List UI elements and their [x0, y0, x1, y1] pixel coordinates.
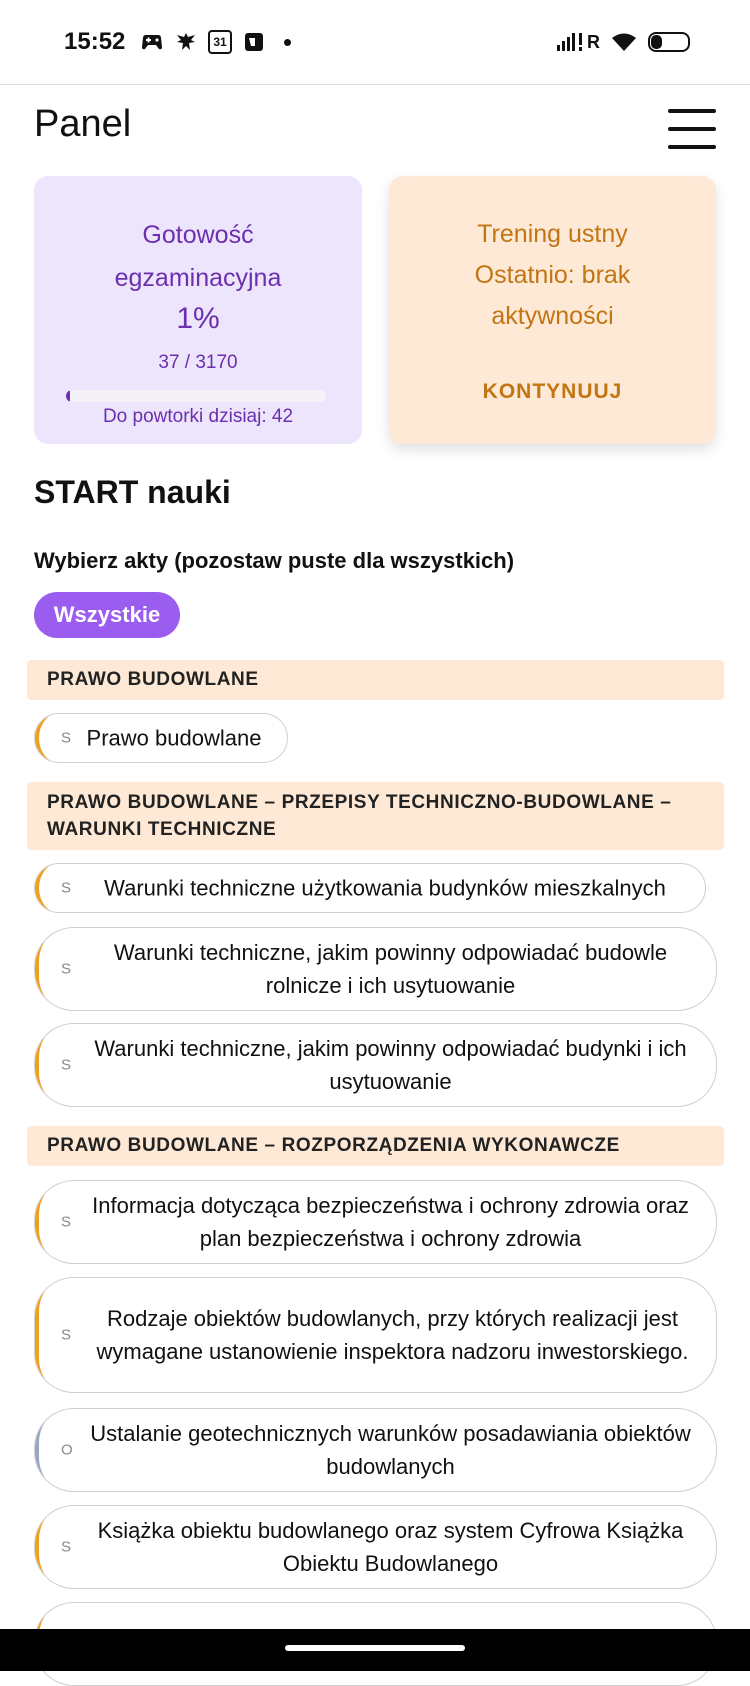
- status-bar: [0, 0, 750, 84]
- act-label: Ustalanie geotechnicznych warunków posadawiania obiektów budowlanych: [90, 1421, 691, 1479]
- act-chip[interactable]: [34, 927, 717, 1011]
- act-badge: S: [61, 1326, 72, 1344]
- acts-selection-subtitle: Wybierz akty (pozostaw puste dla wszystkich): [34, 548, 515, 573]
- oral-training-title: [389, 214, 716, 337]
- oral-title-line1: Trening ustny: [477, 220, 628, 248]
- act-label: Informacja dotycząca bezpieczeństwa i ochrony zdrowia oraz plan bezpieczeństwa i ochrony zdrowia: [92, 1193, 689, 1251]
- notification-icons: [140, 30, 291, 54]
- group-header: [27, 782, 724, 850]
- act-chip[interactable]: [34, 1180, 717, 1264]
- act-label: Warunki techniczne, jakim powinny odpowiadać budynki i ich usytuowanie: [94, 1036, 687, 1094]
- act-chip[interactable]: [34, 1023, 717, 1107]
- more-notifications-dot: [284, 39, 291, 46]
- exam-title-line2: egzaminacyjna: [114, 264, 282, 292]
- all-acts-chip[interactable]: Wszystkie: [34, 592, 180, 638]
- review-today-text: Do powtorki dzisiaj: 42: [102, 406, 294, 427]
- signal-icon: [557, 30, 600, 54]
- group-header-label: PRAWO BUDOWLANE – PRZEPISY TECHNICZNO-BUDOWLANE –: [47, 792, 672, 813]
- system-status: [557, 30, 690, 54]
- act-badge: S: [61, 960, 72, 978]
- group-header-label-line2: WARUNKI TECHNICZNE: [47, 819, 277, 840]
- calendar-day: 31: [213, 35, 227, 49]
- continue-button[interactable]: KONTYNUUJ: [482, 380, 623, 403]
- home-gesture-handle[interactable]: [285, 1645, 465, 1651]
- exam-readiness-title: [34, 214, 362, 300]
- exam-question-count: 37 / 3170: [158, 352, 238, 373]
- act-chip[interactable]: [34, 1505, 717, 1589]
- start-section-title: START nauki: [34, 474, 231, 510]
- oral-title-line2: Ostatnio: brak: [474, 261, 631, 289]
- act-badge: S: [61, 1538, 72, 1556]
- oral-title-line3: aktywności: [491, 302, 614, 330]
- act-chip[interactable]: [34, 713, 288, 763]
- calendar-icon: [208, 30, 232, 54]
- act-badge: S: [61, 879, 72, 897]
- group-header-label: PRAWO BUDOWLANE: [47, 669, 259, 690]
- exam-readiness-percent: 1%: [176, 302, 220, 335]
- act-label: Książka obiektu budowlanego oraz system Cyfrowa Książka Obiektu Budowlanego: [97, 1518, 684, 1576]
- battery-fill: [651, 35, 662, 49]
- group-header: [27, 1126, 724, 1166]
- act-chip[interactable]: [34, 863, 706, 913]
- eagle-icon: [174, 30, 198, 54]
- exam-progress-fill: [66, 390, 70, 402]
- exam-progress-bar: [66, 390, 326, 402]
- battery-icon: [648, 32, 690, 52]
- act-chip[interactable]: [34, 1277, 717, 1393]
- wifi-icon: [610, 30, 638, 54]
- hamburger-menu-icon[interactable]: [668, 109, 716, 149]
- act-badge: S: [61, 1213, 72, 1231]
- act-label: Warunki techniczne użytkowania budynków mieszkalnych: [104, 875, 666, 901]
- act-badge: S: [61, 729, 72, 747]
- exam-title-line1: Gotowość: [142, 221, 254, 249]
- status-time: 15:52: [64, 28, 126, 55]
- page-title: Panel: [34, 103, 132, 145]
- group-header-label: PRAWO BUDOWLANE – ROZPORZĄDZENIA WYKONAWCZE: [47, 1135, 620, 1156]
- act-label: Rodzaje obiektów budowlanych, przy których realizacji jest wymagane ustanowienie inspektora nadzoru inwestorskiego.: [96, 1306, 689, 1364]
- act-chip[interactable]: [34, 1408, 717, 1492]
- roaming-label: R: [587, 31, 600, 52]
- system-navigation-bar: [0, 1629, 750, 1671]
- act-label: Prawo budowlane: [86, 725, 262, 751]
- oral-training-card[interactable]: [389, 176, 716, 444]
- app-header: [0, 85, 750, 175]
- game-controller-icon: [140, 30, 164, 54]
- app-icon: [242, 30, 266, 54]
- act-badge: S: [61, 1056, 72, 1074]
- act-badge: O: [61, 1441, 73, 1459]
- act-label: Warunki techniczne, jakim powinny odpowiadać budowle rolnicze i ich usytuowanie: [113, 940, 668, 998]
- exam-readiness-card[interactable]: [34, 176, 362, 444]
- group-header: [27, 660, 724, 700]
